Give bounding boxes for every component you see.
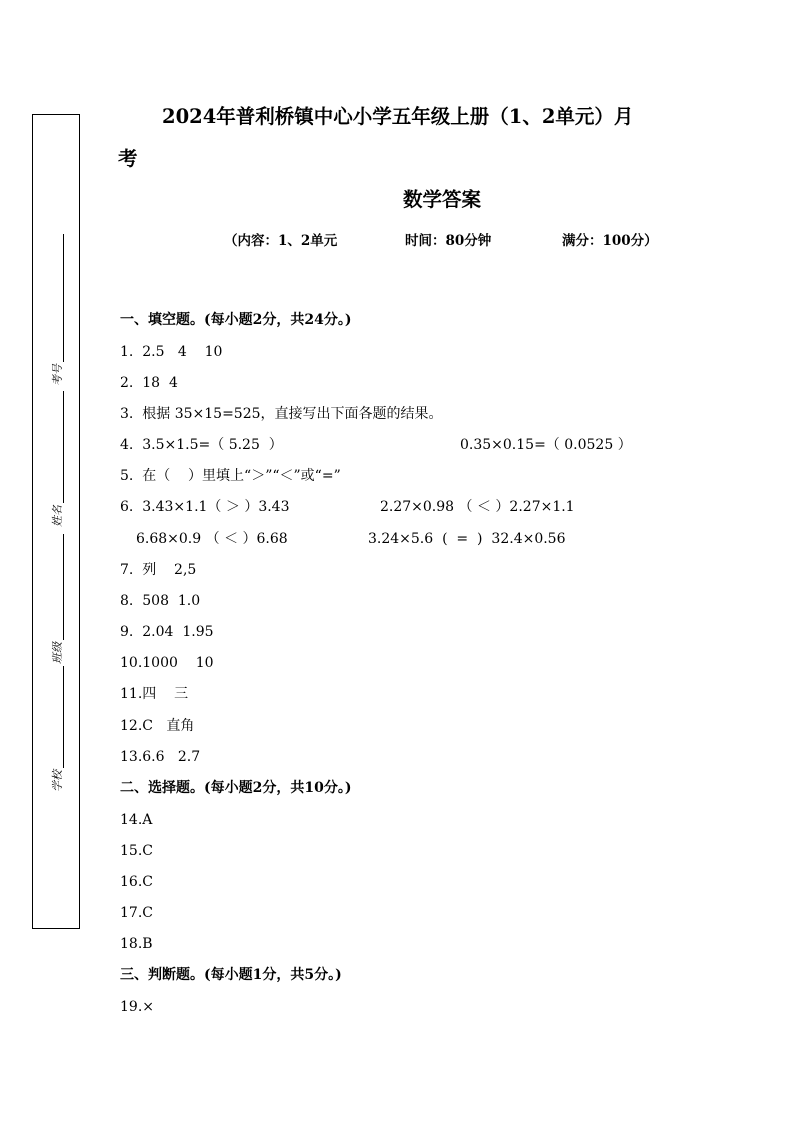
answer-item: 3.24×5.6 ( = ) 32.4×0.56 xyxy=(368,531,566,547)
bind-field-class xyxy=(52,534,64,664)
school-blank-line[interactable] xyxy=(63,666,64,768)
answer-item: 9. 2.04 1.95 xyxy=(120,624,214,640)
answer-item: 17.C xyxy=(120,905,153,921)
answer-item: 19.× xyxy=(120,999,154,1015)
answer-item: 13.6.6 2.7 xyxy=(120,749,201,765)
bind-label-school: 学校 xyxy=(51,770,64,792)
section-title-fill-in: 一、填空题。(每小题2分，共24分。) xyxy=(120,312,352,328)
bind-field-name xyxy=(52,391,64,527)
exam-time-info: 时间：80分钟 xyxy=(405,233,492,249)
answer-item: 15.C xyxy=(120,843,153,859)
exam-score-info: 满分：100分） xyxy=(562,233,658,249)
answer-item: 11.四 三 xyxy=(120,686,189,702)
answer-item: 2.27×0.98 （ ＜ ）2.27×1.1 xyxy=(380,499,575,515)
answer-item: 6.68×0.9 （ ＜ ）6.68 xyxy=(136,531,288,547)
page-title-continued: 考 xyxy=(118,147,138,170)
answer-item: 16.C xyxy=(120,874,153,890)
answer-item: 12.C 直角 xyxy=(120,718,195,734)
exam-number-blank-line[interactable] xyxy=(63,234,64,362)
class-blank-line[interactable] xyxy=(63,534,64,640)
bind-label-exam-number: 考号 xyxy=(51,364,64,386)
answer-item: 5. 在（ ）里填上“＞”“＜”或“=” xyxy=(120,468,341,484)
answer-item: 3. 根据 35×15=525，直接写出下面各题的结果。 xyxy=(120,406,443,422)
answer-item: 10.1000 10 xyxy=(120,655,214,671)
answer-item: 4. 3.5×1.5=（ 5.25 ） xyxy=(120,437,283,453)
bind-label-name: 姓名 xyxy=(51,505,64,527)
page-title: 2024年普利桥镇中心小学五年级上册（1、2单元）月 xyxy=(162,105,634,128)
answer-item: 8. 508 1.0 xyxy=(120,593,201,609)
answer-item: 18.B xyxy=(120,936,153,952)
bind-field-school xyxy=(52,666,64,792)
answer-item: 14.A xyxy=(120,812,153,828)
section-title-true-false: 三、判断题。(每小题1分，共5分。) xyxy=(120,967,342,983)
answer-item: 0.35×0.15=（ 0.0525 ） xyxy=(460,437,632,453)
answer-item: 7. 列 2,5 xyxy=(120,562,197,578)
bind-field-exam-number xyxy=(52,234,64,386)
bind-label-class: 班级 xyxy=(51,642,64,664)
section-title-multiple-choice: 二、选择题。(每小题2分，共10分。) xyxy=(120,780,352,796)
name-blank-line[interactable] xyxy=(63,391,64,503)
answer-item: 1. 2.5 4 10 xyxy=(120,344,223,360)
answer-item: 6. 3.43×1.1（ ＞ ）3.43 xyxy=(120,499,290,515)
answer-item: 2. 18 4 xyxy=(120,375,178,391)
exam-content-info: （内容：1、2单元 xyxy=(224,233,338,249)
page-subtitle: 数学答案 xyxy=(402,188,481,211)
